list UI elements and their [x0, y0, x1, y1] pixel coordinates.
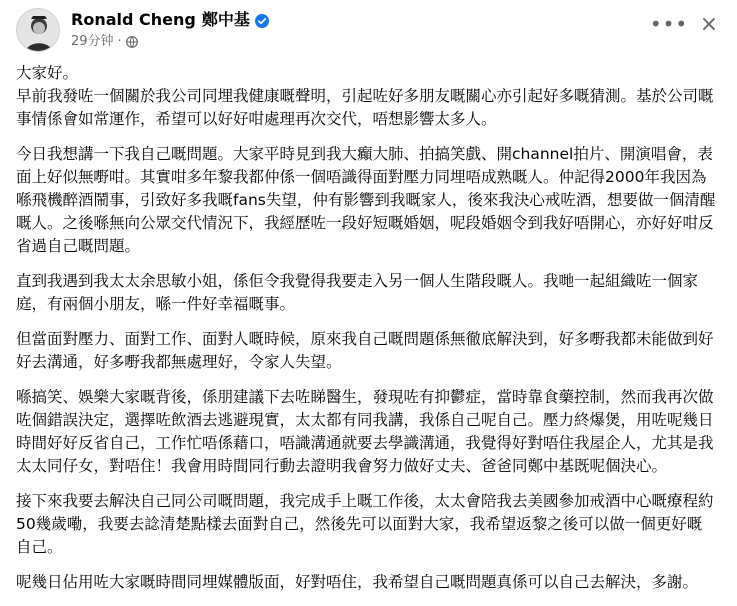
close-icon[interactable]: ×: [699, 11, 719, 37]
meta-separator: ·: [117, 33, 122, 49]
author-name[interactable]: Ronald Cheng: [71, 9, 196, 29]
post-timestamp[interactable]: 29分钟: [71, 33, 114, 49]
verified-badge-icon: [255, 13, 269, 27]
globe-icon: [126, 36, 138, 48]
post-paragraph: 直到我遇到我太太余思敏小姐，係佢令我覺得我要走入另一個人生階段嘅人。我哋一起組織咗一個家庭，有兩個小朋友，喺一件好幸福嘅事。: [16, 272, 699, 313]
avatar[interactable]: [16, 8, 60, 52]
post-paragraph-greeting: 大家好。: [16, 64, 79, 82]
author-name-cjk[interactable]: 鄭中基: [201, 9, 250, 29]
post-paragraph: 喺搞笑、娛樂大家嘅背後，係朋建議下去咗睇醫生，發現咗有抑鬱症，當時靠食藥控制，然而我再次做咗個錯誤決定，選擇咗飲酒去逃避現實，太太都有同我講，我係自己呢自己。壓力終爆煲，用咗呢幾日時間好好反省自己，工作忙唔係藉口，唔識溝通就要去學識溝通，我覺得好對唔住我屋企人，尤其是我太太同仔女，對唔住！我會用時間同行動去證明我會努力做好丈夫、爸爸同鄭中基既呢個決心。: [16, 388, 714, 475]
post-body: [16, 62, 716, 606]
post-paragraph: 但當面對壓力、面對工作、面對人嘅時候，原來我自己嘅問題係無徹底解決到，好多嘢我都未能做到好好去溝通，好多嘢我都無處理好，令家人失望。: [16, 330, 714, 371]
post-paragraph: 呢幾日佔用咗大家嘅時間同埋媒體版面，好對唔住，我希望自己嘅問題真係可以自己去解決，多謝。: [16, 573, 699, 591]
more-options-button[interactable]: •••: [649, 12, 689, 36]
post-paragraph: 接下來我要去解決自己同公司嘅問題，我完成手上嘅工作後，太太會陪我去美國參加戒酒中心嘅療程約50幾歲嘞，我要去諗清楚點樣去面對自己，然後先可以面對大家，我希望返黎之後可以做一個更好嘅自己。: [16, 492, 714, 556]
post-header: [16, 8, 269, 52]
avatar-image: [17, 9, 60, 52]
post-paragraph: 今日我想講一下我自己嘅問題。大家平時見到我大癲大肺、拍搞笑戲、開channel拍片、開演唱會，表面上好似無嘢咁。其實咁多年黎我都仲係一個唔識得面對壓力同埋唔成熟嘅人。仲記得2000年我因為喺飛機醉酒鬧事，引致好多我嘅fans失望，仲有影響到我嘅家人，後來我決心戒咗酒，想要做一個清醒嘅人。之後喺無向公眾交代情況下，我經歷咗一段好短嘅婚姻，呢段婚姻令到我好唔開心，亦好好咁反省過自己嘅問題。: [16, 145, 716, 255]
post-paragraph: 早前我發咗一個關於我公司同埋我健康嘅聲明，引起咗好多朋友嘅關心亦引起好多嘅猜測。基於公司嘅事情係會如常運作，希望可以好好咁處理再次交代，唔想影響太多人。: [16, 87, 714, 128]
